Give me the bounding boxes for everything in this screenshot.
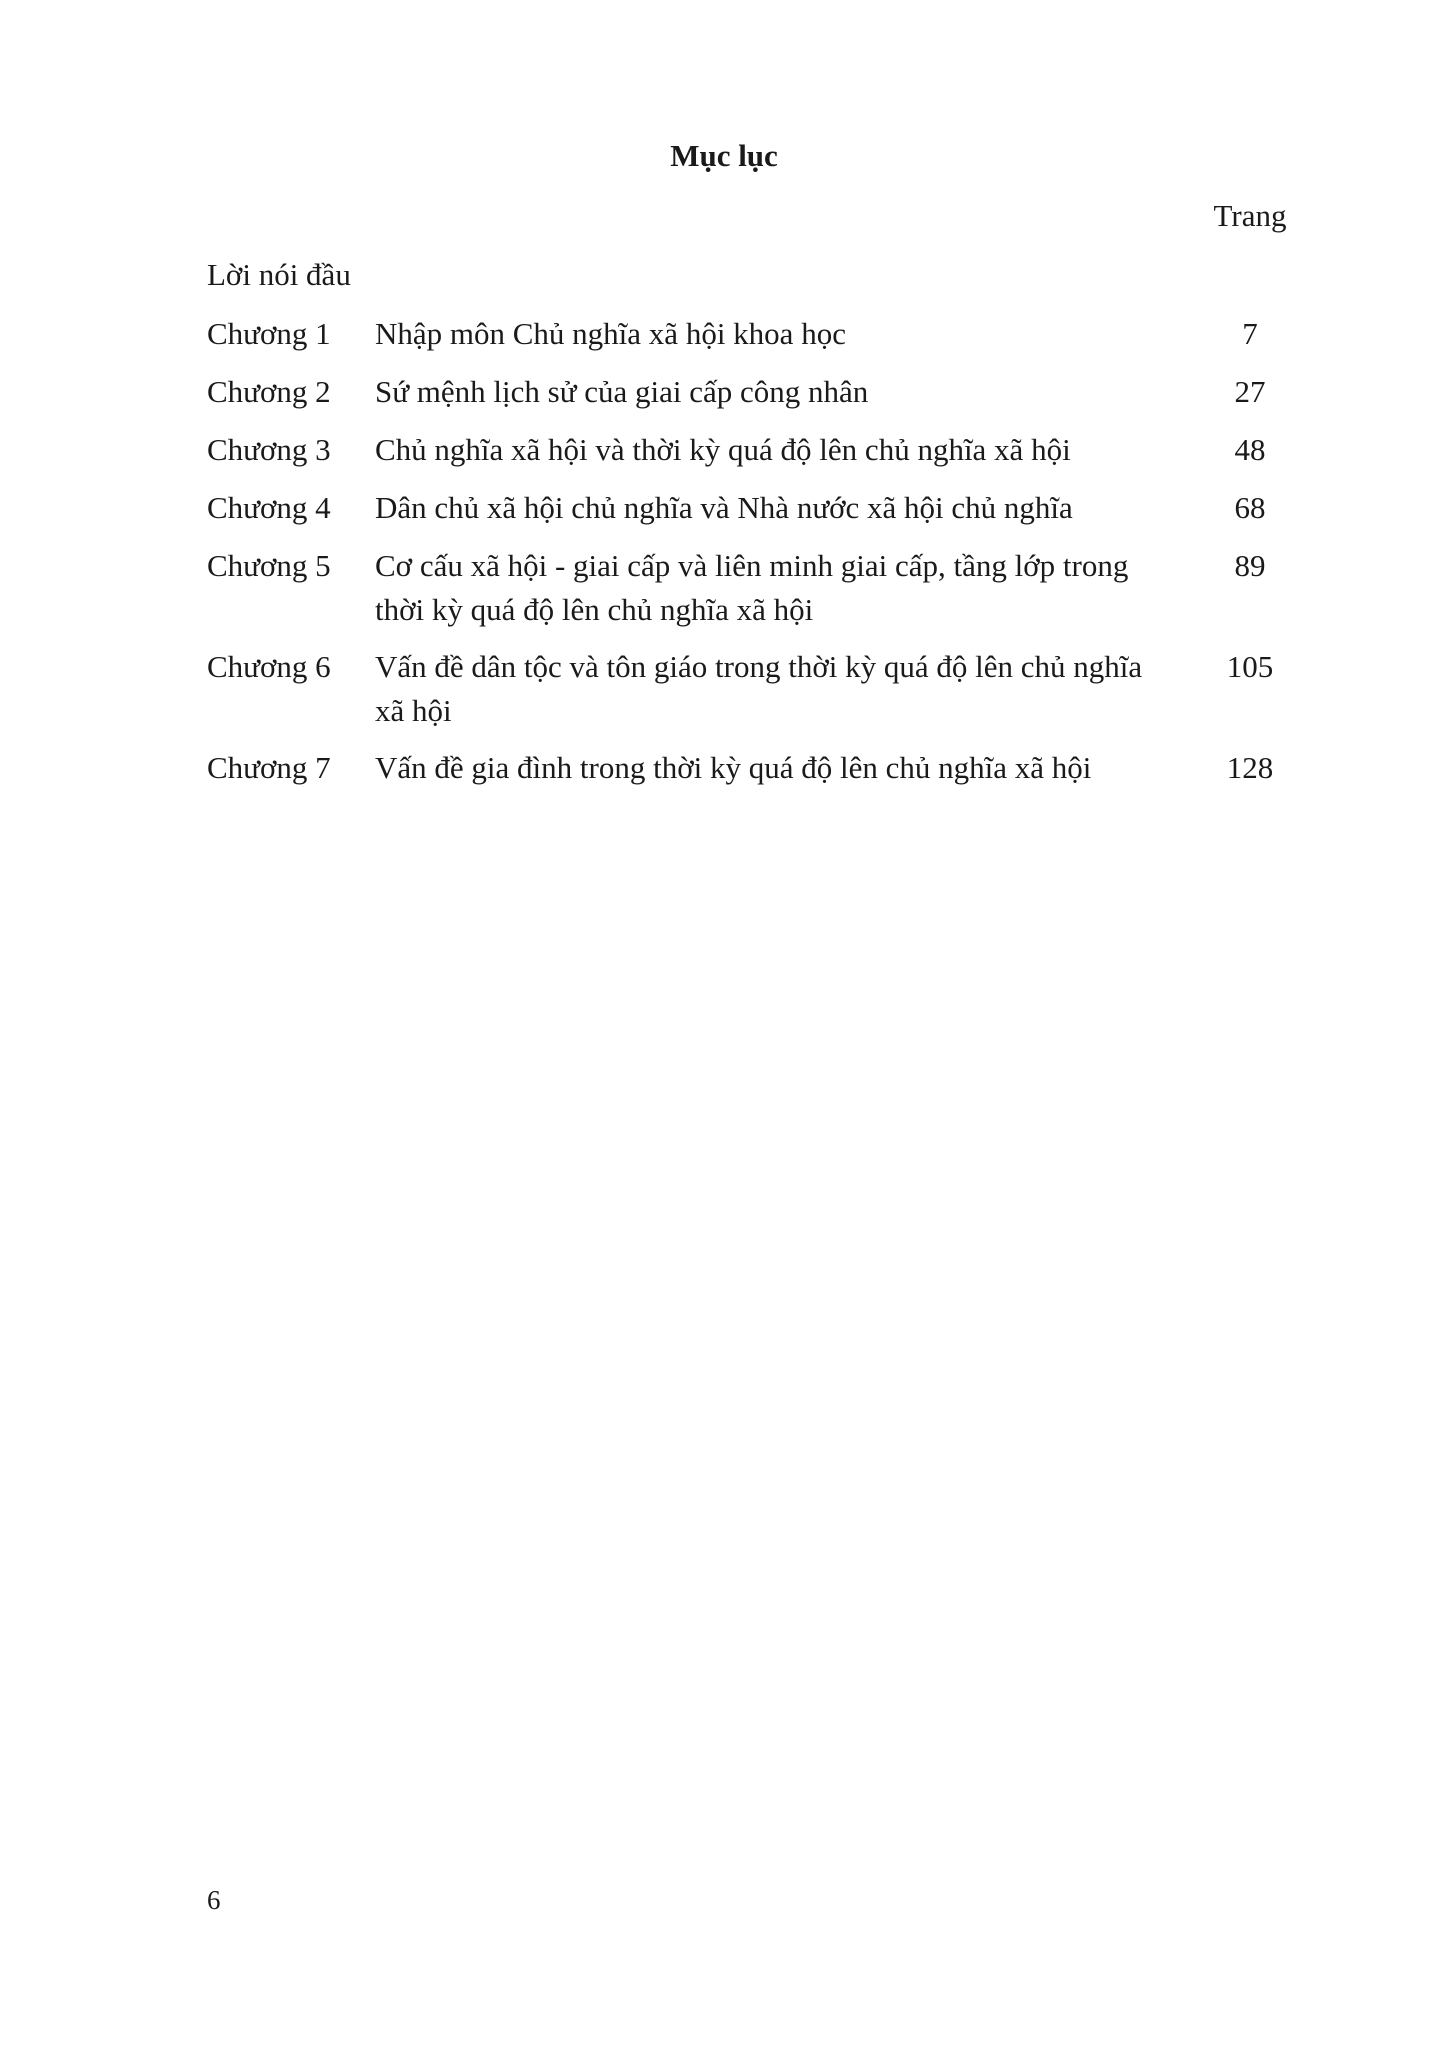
toc-chapter-title: Nhập môn Chủ nghĩa xã hội khoa học [375, 316, 846, 351]
page-title: Mục lục [670, 138, 778, 173]
toc-chapter-title: Cơ cấu xã hội - giai cấp và liên minh giai cấp, tầng lớp trong thời kỳ quá độ lên chủ nghĩa xã hội [375, 548, 1129, 627]
toc-chapter-title: Vấn đề gia đình trong thời kỳ quá độ lên chủ nghĩa xã hội [375, 750, 1092, 785]
toc-page-number: 105 [1226, 649, 1274, 684]
toc-chapter-title: Sứ mệnh lịch sử của giai cấp công nhân [375, 374, 869, 409]
toc-chapter-label: Chương 1 [207, 316, 331, 351]
toc-page-number: 68 [1234, 490, 1266, 525]
toc-chapter-label: Chương 3 [207, 432, 331, 467]
page-column-header: Trang [1213, 198, 1287, 233]
toc-page-number: 128 [1226, 750, 1274, 785]
toc-page-number: 48 [1234, 432, 1266, 467]
toc-chapter-title: Vấn đề dân tộc và tôn giáo trong thời kỳ quá độ lên chủ nghĩa xã hội [375, 649, 1143, 728]
toc-chapter-label: Chương 7 [207, 750, 331, 785]
toc-page-number: 89 [1234, 548, 1266, 583]
toc-page-number: 27 [1234, 374, 1266, 409]
footer-page-number: 6 [207, 1885, 221, 1915]
toc-chapter-label: Chương 6 [207, 649, 331, 684]
toc-chapter-title: Dân chủ xã hội chủ nghĩa và Nhà nước xã hội chủ nghĩa [375, 490, 1073, 525]
toc-chapter-title: Chủ nghĩa xã hội và thời kỳ quá độ lên chủ nghĩa xã hội [375, 432, 1071, 467]
toc-page-number: 7 [1242, 316, 1258, 351]
toc-chapter-label: Chương 4 [207, 490, 331, 525]
preface-entry: Lời nói đầu [207, 257, 351, 292]
toc-chapter-label: Chương 5 [207, 548, 331, 583]
toc-chapter-label: Chương 2 [207, 374, 331, 409]
